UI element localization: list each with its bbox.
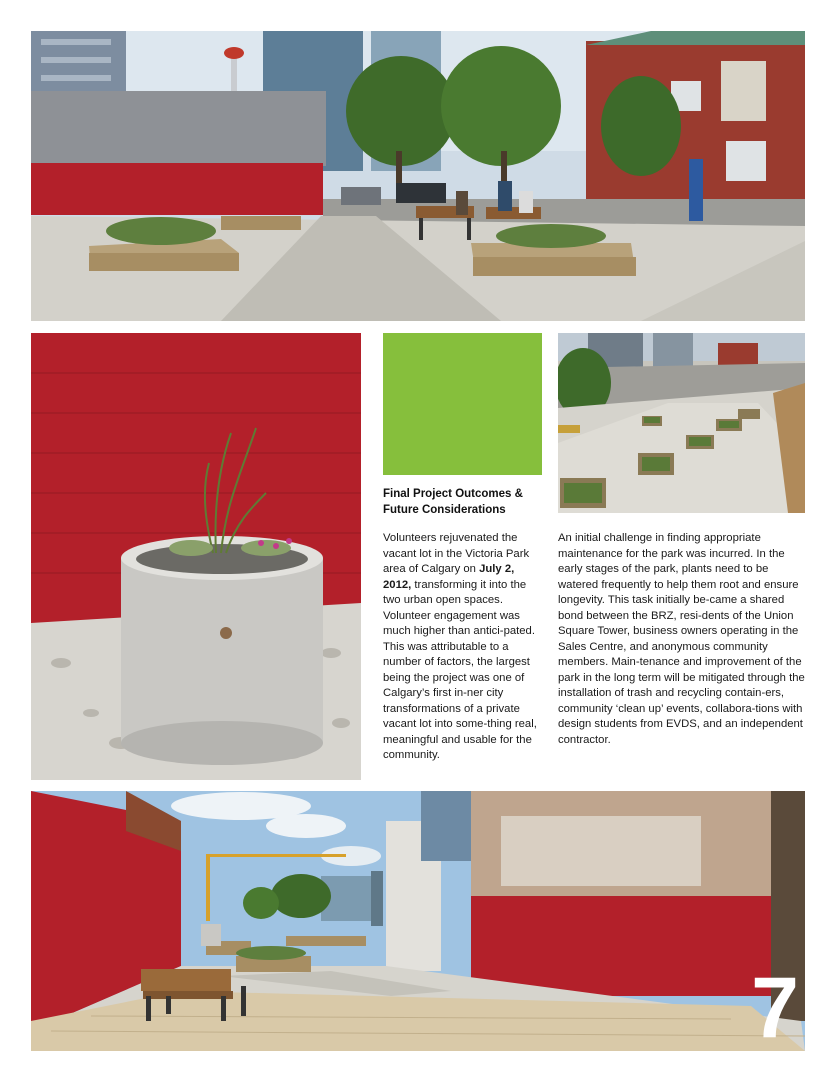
body-text-part: Volunteers rejuvenated the vacant lot in the Victoria Park area of Calgary on xyxy=(383,532,530,575)
photo-concrete-planter xyxy=(31,333,361,780)
photo-aerial-view xyxy=(558,333,805,513)
page-number: 7 xyxy=(751,960,799,1056)
body-text-left-column xyxy=(383,531,543,764)
section-heading: Final Project Outcomes & Future Considerations xyxy=(383,488,523,516)
accent-color-block xyxy=(383,333,542,475)
body-text-date: July 2, 2012, xyxy=(383,563,515,591)
photo-park-overview xyxy=(31,31,805,321)
body-text-part: transforming it into the two urban open spaces. Volunteer engagement was much higher than antici-pated. This was attributable to a number of factors, the largest being the project was one of Calgary’s first in-ner city transformations of a private vacant lot into some-thing real, meaningful and usable for the community. xyxy=(383,578,537,761)
photo-alley-park xyxy=(31,791,805,1051)
body-text-right-column: An initial challenge in finding appropriate maintenance for the park was incurred. In the early stages of the park, plants need to be watered frequently to help them root and ensure longevity. This task initially be-came a shared bond between the BRZ, resi-dents of the Union Square Tower, business owners operating in the Sales Centre, and anonymous community members. Main-tenance and improvement of the park in the long term will be mitigated through the installation of trash and recycling contain-ers, community ‘clean up’ events, collabora-tions with design students from EVDS, and an independent contractor. xyxy=(558,532,805,746)
